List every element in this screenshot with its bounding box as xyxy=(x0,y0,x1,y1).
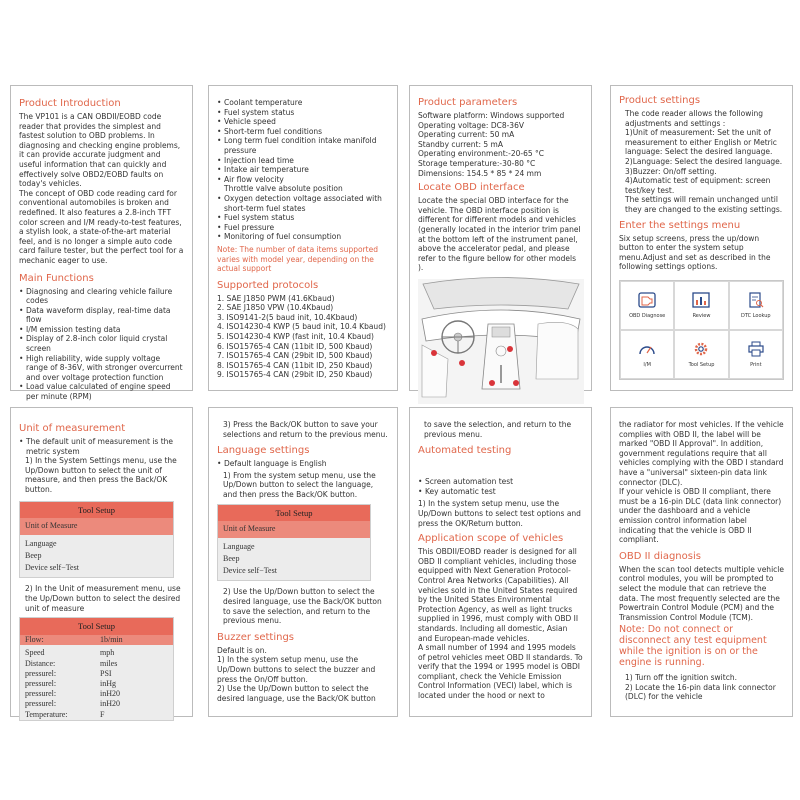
list-item: 8. ISO15765-4 CAN (11bit ID, 250 Kbaud) xyxy=(217,360,373,370)
obd-location-marker xyxy=(431,350,437,356)
obd-location-marker xyxy=(459,360,465,366)
main-functions-heading: Main Functions xyxy=(19,272,94,284)
buzzer-default: Default is on. xyxy=(217,645,267,655)
list-item: • Injection lead time xyxy=(217,156,389,166)
units-row[interactable] xyxy=(20,659,173,669)
menu-label: OBD Diagnose xyxy=(629,312,666,319)
settings-line: 1)Unit of measurement: Set the unit of measurement to either English or Metric xyxy=(625,128,777,147)
unit-label: Distance: xyxy=(25,658,56,668)
locate-obd-text: Locate the special OBD interface for the vehicle. The OBD interface position is different for different models and vehicles (generally located in the interior trim panel at the bottom left of the instrument panel, above the accelerator pedal, and please refer to the figure bellow for other models ). xyxy=(418,196,581,273)
document-search-icon xyxy=(747,292,765,308)
scope-continued-2: If your vehicle is OBD II compliant, there must be a 16-pin DLC (data link connector) under the dashboard and a vehicle emission control information label indicating that the vehicle is OBD II compliant. xyxy=(619,487,782,545)
settings-line: The settings will remain unchanged until they are changed to the existing settings. xyxy=(625,195,783,214)
list-item: Storage temperature:-30-80 °C xyxy=(418,158,536,168)
menu-tool-setup[interactable] xyxy=(674,330,728,379)
locate-obd-heading: Locate OBD interface xyxy=(418,182,525,194)
settings-menu-text: Six setup screens, press the up/down button to enter the system setup menu.Adjust and set as described in the following settings options. xyxy=(619,233,771,272)
list-item: • Oxygen detection voltage associated with short-term fuel states xyxy=(217,194,389,213)
page-obd-diagnosis xyxy=(610,407,793,717)
list-item: 6. ISO15765-4 CAN (11bit ID, 500 Kbaud) xyxy=(217,341,373,351)
units-row[interactable] xyxy=(20,710,173,720)
obd-location-marker xyxy=(489,380,495,386)
list-item: Operating voltage: DC8-36V xyxy=(418,120,524,130)
menu-item-language[interactable]: Language xyxy=(223,541,255,551)
obd-diagnosis-text: When the scan tool detects multiple vehicle control modules, you will be prompted to select the module that can retrieve the data. The most frequently selected are the Powertrain Control Module (PCM) and the Transmission Control Module (TCM). xyxy=(619,564,784,622)
menu-label: Tool Setup xyxy=(688,361,715,368)
list-item: • Diagnosing and clearing vehicle failure codes xyxy=(19,287,184,306)
list-item: • Display of 2.8-inch color liquid crystal screen xyxy=(19,334,184,353)
tool-setup-menu xyxy=(217,504,371,582)
unit-value: inH20 xyxy=(100,699,120,709)
units-row[interactable] xyxy=(20,648,173,658)
menu-item-unit-of-measure[interactable]: Unit of Measure xyxy=(218,521,370,537)
menu-title: Tool Setup xyxy=(218,505,370,522)
list-item: • Air flow velocity xyxy=(217,175,389,185)
unit-value: F xyxy=(100,709,105,719)
menu-label: I/M xyxy=(643,361,651,368)
list-item: • Load value calculated of engine speed per minute (RPM) xyxy=(19,382,184,401)
units-row[interactable] xyxy=(20,669,173,679)
product-settings-heading: Product settings xyxy=(619,95,701,106)
list-item: • Fuel system status xyxy=(217,213,389,223)
unit-value: inHg xyxy=(100,678,116,688)
units-row[interactable] xyxy=(20,679,173,689)
list-item: • Vehicle speed xyxy=(217,117,389,127)
scope-paragraph-2: A small number of 1994 and 1995 models of petrol vehicles meet OBD II standards. To verify that the 1994 or 1995 model is OBDI compliant, check the Vehicle Emission Control Information (VECI) label, which is located under the hood or next to xyxy=(418,643,583,701)
unit-step-2: 2) In the Unit of measurement menu, use the Up/Down button to select the desired unit of measure xyxy=(25,584,181,613)
concept-text: The concept of OBD code reading card for conventional automobiles is broken and redefined. It also features a 2.8-inch TFT color screen and I/M ready-to-test features, a stylish look, a state-of-the-art material feel, and is no longer a simple auto code card failure tester, but the perfect tool for a mechanic eager to use. xyxy=(19,188,184,265)
product-parameters-heading: Product parameters xyxy=(418,97,518,108)
main-menu-grid xyxy=(619,280,784,380)
unit-of-measurement-heading: Unit of measurement xyxy=(19,423,126,434)
application-scope-heading: Application scope of vehicles xyxy=(418,533,564,545)
data-items-list xyxy=(217,98,389,184)
intro-text: The VP101 is a CAN OBDII/EOBD code reader that provides the simplest and fastest solution to OBD problems. In diagnosing and checking engine problems, it can provide accurate judgment and useful information that can quickly and effectively solve OBD2/EOBD faults on today's vehicles. xyxy=(19,112,181,189)
page-product-parameters xyxy=(409,85,592,391)
page-language-buzzer xyxy=(208,407,398,717)
list-item: • Fuel system status xyxy=(217,108,389,118)
list-item: Operating environment:-20-65 °C xyxy=(418,149,545,159)
obd-location-marker xyxy=(507,346,513,352)
protocols-list xyxy=(217,294,389,380)
menu-item-device-self-test[interactable]: Device self−Test xyxy=(223,566,277,576)
list-item: 9. ISO15765-4 CAN (29bit ID, 250 Kbaud) xyxy=(217,370,373,380)
unit-label: pressurel: xyxy=(25,668,57,678)
scope-paragraph-1: This OBDII/EOBD reader is designed for all OBD II compliant vehicles, including those equipped with Next Generation Protocol-Control Area Networks (Capabilities). All vehicles sold in the United States required by the United States Environmental Protection Agency, as well as light trucks supplied in 1996, must comply with OBD II standards. Including all domestic, Asian and European-made vehicles. xyxy=(418,547,579,643)
list-item: 4. ISO14230-4 KWP (5 baud init, 10.4 Kbaud) xyxy=(217,322,386,332)
list-item: Operating current: 50 mA xyxy=(418,130,515,140)
unit-value: 1b/min xyxy=(100,635,123,645)
list-item: • Coolant temperature xyxy=(217,98,389,108)
list-item: Software platform: Windows supported xyxy=(418,111,565,120)
list-item: • Key automatic test xyxy=(418,487,583,497)
menu-label: DTC Lookup xyxy=(741,312,771,319)
parameters-list xyxy=(418,111,583,178)
list-item: • The default unit of measurement is the metric system xyxy=(19,437,184,456)
list-item: 7. ISO15765-4 CAN (29bit ID, 500 Kbaud) xyxy=(217,351,373,361)
units-row[interactable] xyxy=(20,689,173,699)
page-automated-testing xyxy=(409,407,592,717)
obd-diagnosis-heading: OBD II diagnosis xyxy=(619,550,701,562)
tool-setup-menu xyxy=(19,501,174,579)
data-items-note: Note: The number of data items supported varies with model year, depending on the actual support xyxy=(217,244,378,274)
page-product-introduction xyxy=(10,85,193,402)
menu-title: Tool Setup xyxy=(20,618,173,635)
page-unit-of-measurement xyxy=(10,407,193,717)
throttle-text: Throttle valve absolute position xyxy=(224,184,343,194)
settings-description xyxy=(619,109,784,215)
list-item: • Data waveform display, real-time data flow xyxy=(19,306,184,325)
obd-location-marker xyxy=(513,380,519,386)
language-step-1: 1) From the system setup menu, use the Up/Down button to select the language, and then press the Back/OK button. xyxy=(223,470,376,499)
list-item: • Fuel pressure xyxy=(217,223,389,233)
gauge-icon xyxy=(638,341,656,357)
list-item: 5. ISO14230-4 KWP (fast init, 10.4 Kbaud) xyxy=(217,332,374,342)
menu-im[interactable] xyxy=(620,330,674,379)
page-product-settings xyxy=(610,85,793,391)
language-step-continued: to save the selection, and return to the previous menu. xyxy=(424,420,572,439)
automated-tests-list xyxy=(418,477,583,496)
list-item: Dimensions: 154.5 * 85 * 24 mm xyxy=(418,168,542,178)
list-item: • Default language is English xyxy=(217,459,389,469)
units-row-flow[interactable] xyxy=(20,635,173,645)
menu-item-beep[interactable]: Beep xyxy=(223,553,240,563)
gear-icon xyxy=(692,341,710,357)
list-item: 1. SAE J1850 PWM (41.6Kbaud) xyxy=(217,293,335,303)
menu-review[interactable] xyxy=(674,281,728,330)
list-item: 3. ISO9141-2(5 baud init, 10.4Kbaud) xyxy=(217,312,358,322)
unit-value: inH20 xyxy=(100,689,120,699)
main-functions-list xyxy=(19,287,184,402)
menu-obd-diagnose[interactable] xyxy=(620,281,674,330)
settings-menu-heading: Enter the settings menu xyxy=(619,219,741,231)
unit-label: Flow: xyxy=(25,635,44,645)
unit-label: Temperature: xyxy=(25,709,68,719)
units-menu xyxy=(19,617,174,721)
buzzer-settings-heading: Buzzer settings xyxy=(217,631,295,643)
car-interior-illustration xyxy=(418,279,583,404)
unit-label: pressurel: xyxy=(25,689,57,699)
menu-item-device-self-test[interactable]: Device self−Test xyxy=(25,563,79,573)
unit-label: pressurel: xyxy=(25,678,57,688)
settings-line: language: Select the desired language. xyxy=(625,147,773,157)
automated-testing-step: 1) In the system setup menu, use the Up/Down buttons to select test options and press the OK/Return button. xyxy=(418,499,581,528)
settings-line: 4)Automatic test of equipment: screen test/key test. xyxy=(625,176,771,195)
dashboard-image xyxy=(418,279,584,404)
list-item: 2. SAE J1850 VPW (10.4Kbaud) xyxy=(217,303,334,313)
scope-continued-1: the radiator for most vehicles. If the vehicle complies with OBD II, the label will be marked "OBD II Approval". In addition, government regulations require that all vehicles complying with the OBD I standard have a "universal" sixteen-pin data link connector (DLC). xyxy=(619,420,784,487)
list-item: • Monitoring of fuel consumption xyxy=(217,232,389,242)
unit-step-3: 3) Press the Back/OK button to save your selections and return to the previous menu. xyxy=(223,420,388,439)
unit-value: mph xyxy=(100,648,115,658)
obd-diagnosis-note: Note: Do not connect or disconnect any test equipment while the ignition is on or the engine is running. xyxy=(619,624,767,669)
engine-icon xyxy=(638,292,656,308)
page-data-items-protocols xyxy=(208,85,398,391)
settings-line: 3)Buzzer: On/off setting. xyxy=(625,166,717,176)
unit-step-1: 1) In the System Settings menu, use the Up/Down button to select the unit of measure, and then press the Back/OK button. xyxy=(25,456,177,494)
menu-label: Print xyxy=(750,361,762,368)
unit-value: PSI xyxy=(100,668,112,678)
list-item: • Short-term fuel conditions xyxy=(217,127,389,137)
menu-label: Review xyxy=(692,312,711,319)
chart-icon xyxy=(692,292,710,308)
list-item: • High reliability, wide supply voltage range of 8-36V, with stronger overcurrent and over voltage protection function xyxy=(19,354,184,383)
list-item: • Intake air temperature xyxy=(217,165,389,175)
settings-line: 2)Language: Select the desired language. xyxy=(625,156,783,166)
menu-title: Tool Setup xyxy=(20,502,173,519)
unit-label: pressurel: xyxy=(25,699,57,709)
list-item: Standby current: 5 mA xyxy=(418,139,503,149)
unit-default-list xyxy=(19,437,184,456)
supported-protocols-heading: Supported protocols xyxy=(217,279,319,291)
automated-testing-heading: Automated testing xyxy=(418,445,512,457)
menu-print[interactable] xyxy=(729,330,783,379)
data-items-list-continued xyxy=(217,194,389,242)
list-item: • Long term fuel condition intake manifold pressure xyxy=(217,136,389,155)
list-item: • I/M emission testing data xyxy=(19,325,184,335)
menu-dtc-lookup[interactable] xyxy=(729,281,783,330)
language-step-2: 2) Use the Up/Down button to select the desired language, use the Back/OK button to save the selection, and return to the previous menu. xyxy=(223,587,382,626)
menu-item-beep[interactable]: Beep xyxy=(25,550,42,560)
printer-icon xyxy=(747,341,765,357)
buzzer-step-1: 1) In the system setup menu, use the Up/Down buttons to select the buzzer and press the On/Off button. xyxy=(217,655,376,684)
language-settings-heading: Language settings xyxy=(217,445,310,457)
settings-line: The code reader allows the following adjustments and settings : xyxy=(625,109,763,128)
menu-item-language[interactable]: Language xyxy=(25,538,57,548)
product-introduction-heading: Product Introduction xyxy=(19,98,121,109)
list-item: • Screen automation test xyxy=(418,477,583,487)
language-default-list xyxy=(217,459,389,469)
obd-step-1: 1) Turn off the ignition switch. xyxy=(625,672,737,682)
menu-item-unit-of-measure[interactable]: Unit of Measure xyxy=(20,518,173,534)
unit-value: miles xyxy=(100,658,118,668)
obd-step-2: 2) Locate the 16-pin data link connector (DLC) for the vehicle xyxy=(625,682,776,702)
buzzer-step-2: 2) Use the Up/Down button to select the desired language, use the Back/OK button xyxy=(217,684,376,703)
unit-label: Speed xyxy=(25,648,45,658)
units-row[interactable] xyxy=(20,699,173,709)
